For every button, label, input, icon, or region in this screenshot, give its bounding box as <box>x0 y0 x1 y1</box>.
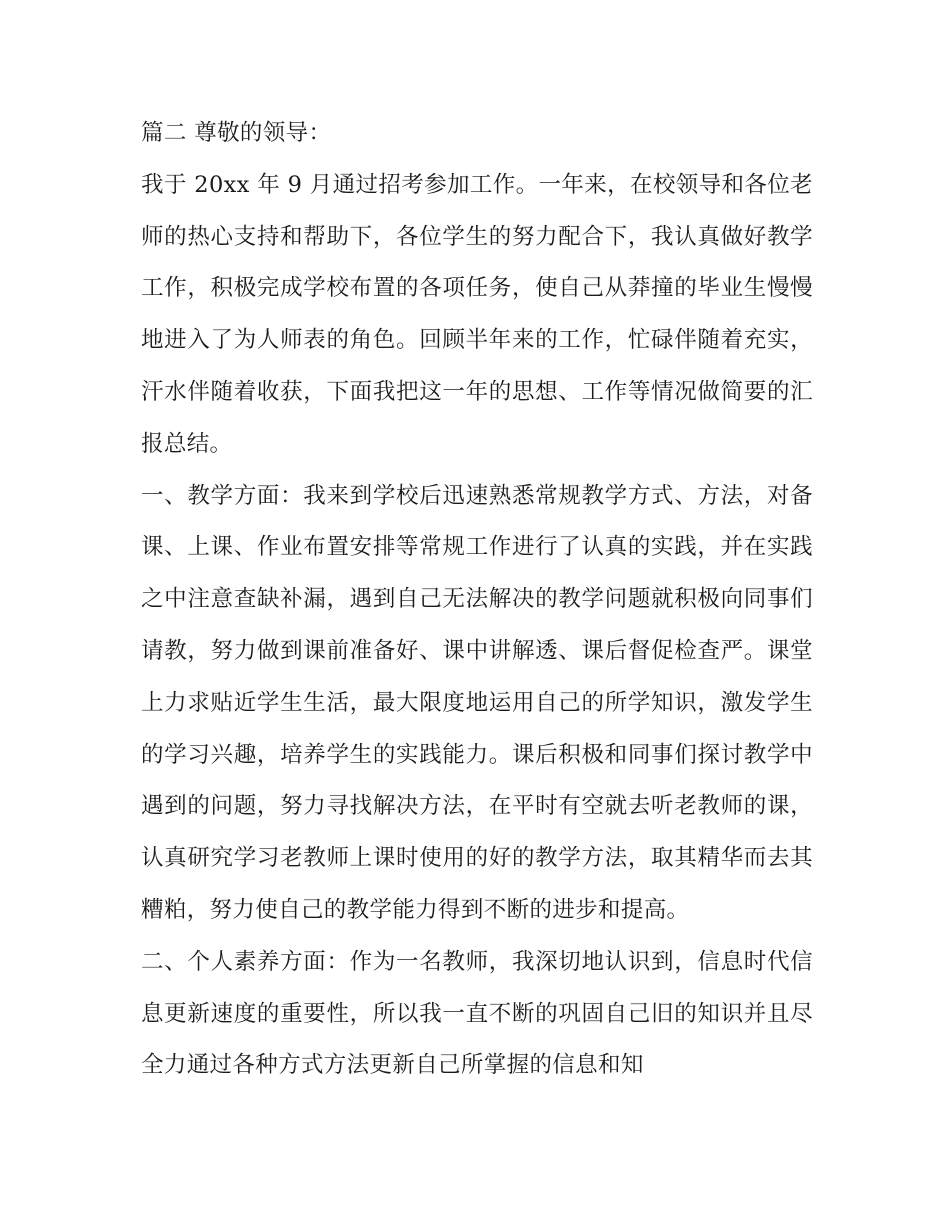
paragraph-teaching: 一、教学方面：我来到学校后迅速熟悉常规教学方式、方法，对备课、上课、作业布置安排等常规工作进行了认真的实践，并在实践之中注意查缺补漏，遇到自己无法解决的教学问题就积极向同事们请教，努力做到课前准备好、课中讲解透、课后督促检查严。课堂上力求贴近学生生活，最大限度地运用自己的所学知识，激发学生的学习兴趣，培养学生的实践能力。课后积极和同事们探讨教学中遇到的问题，努力寻找解决方法，在平时有空就去听老教师的课，认真研究学习老教师上课时使用的好的教学方法，取其精华而去其糟粕，努力使自己的教学能力得到不断的进步和提高。 <box>141 482 813 923</box>
greeting-line: 篇二 尊敬的领导： <box>141 120 332 146</box>
paragraph-intro: 我于 20xx 年 9 月通过招考参加工作。一年来，在校领导和各位老师的热心支持和帮助下，各位学生的努力配合下，我认真做好教学工作，积极完成学校布置的各项任务，使自己从莽撞的毕业生慢慢地进入了为人师表的角色。回顾半年来的工作，忙碌伴随着充实，汗水伴随着收获，下面我把这一年的思想、工作等情况做简要的汇报总结。 <box>141 171 813 457</box>
paragraph-personal-quality: 二、个人素养方面：作为一名教师，我深切地认识到，信息时代信息更新速度的重要性，所以我一直不断的巩固自己旧的知识并且尽全力通过各种方式方法更新自己所掌握的信息和知 <box>141 948 813 1079</box>
document-body <box>141 108 813 1092</box>
